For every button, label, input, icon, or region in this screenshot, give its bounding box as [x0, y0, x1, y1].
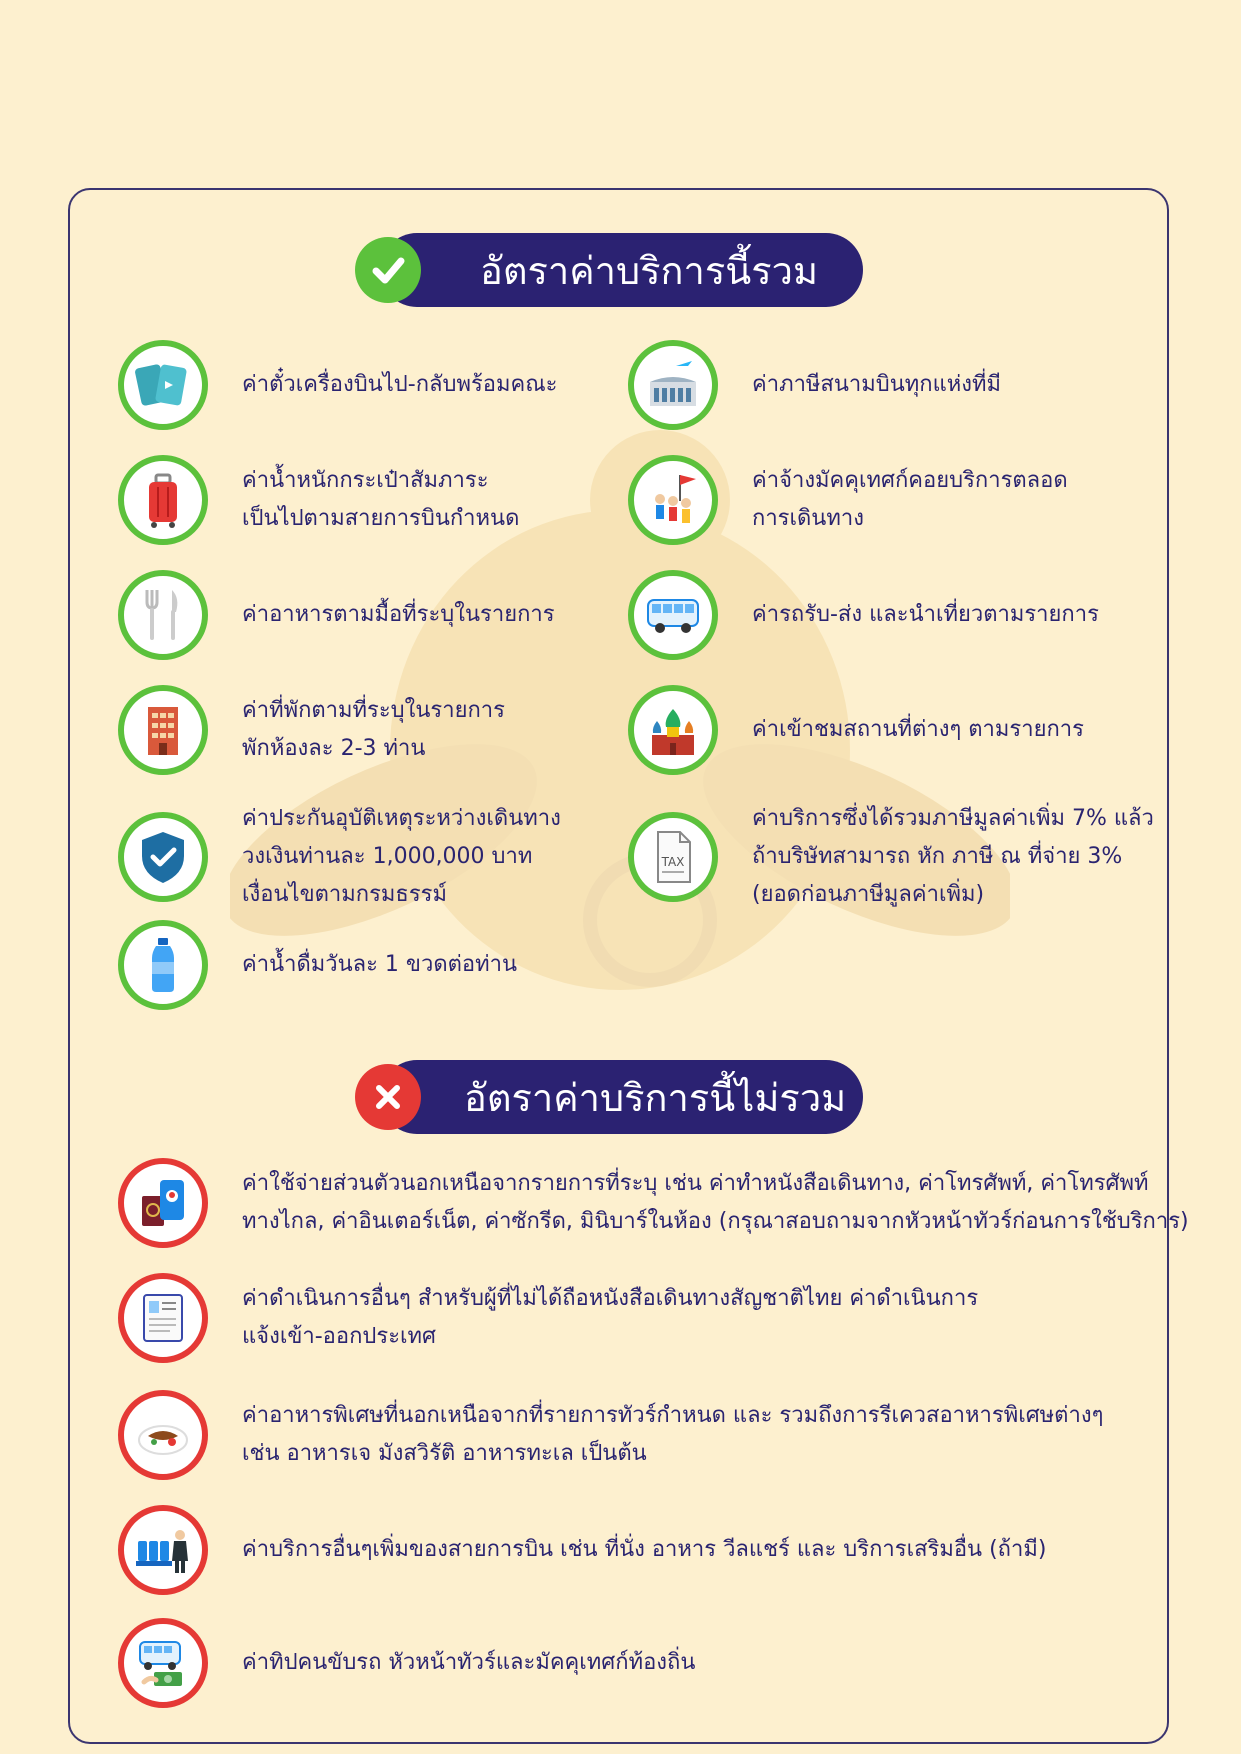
excluded-item-tips — [118, 1618, 695, 1708]
excluded-title: อัตราค่าบริการนี้ไม่รวม — [464, 1075, 847, 1120]
landmark-icon — [628, 685, 718, 775]
included-title: อัตราค่าบริการนี้รวม — [480, 248, 819, 293]
included-item-hotel — [118, 685, 505, 775]
excluded-item-text: ค่าทิปคนขับรถ หัวหน้าทัวร์และมัคคุเทศก์ท้องถิ่น — [242, 1650, 696, 1675]
passport-phone-icon — [118, 1158, 208, 1248]
included-item-text: ค่ารถรับ-ส่ง และนำเที่ยวตามรายการ — [752, 602, 1099, 627]
excluded-item-airline-extras — [118, 1505, 1046, 1595]
included-item-text: ค่าที่พักตามที่ระบุในรายการ พักห้องละ 2-3 ท่าน — [242, 698, 505, 761]
included-item-text: ค่าน้ำดื่มวันละ 1 ขวดต่อท่าน — [242, 952, 517, 977]
excluded-item-personal-expenses — [118, 1158, 1189, 1248]
utensils-icon — [118, 570, 208, 660]
included-item-meals — [118, 570, 555, 660]
included-item-text: ค่าบริการซึ่งได้รวมภาษีมูลค่าเพิ่ม 7% แล้ว ถ้าบริษัทสามารถ หัก ภาษี ณ ที่จ่าย 3% (ยอดก่อนภาษีมูลค่าเพิ่ม) — [752, 806, 1154, 907]
hotel-icon — [118, 685, 208, 775]
tour-guide-icon — [628, 455, 718, 545]
special-meal-icon — [118, 1390, 208, 1480]
included-item-airport-tax — [628, 340, 1001, 430]
included-item-admission — [628, 685, 1084, 775]
x-icon — [355, 1064, 421, 1130]
tax-document-icon — [628, 812, 718, 902]
included-item-text: ค่าตั๋วเครื่องบินไป-กลับพร้อมคณะ — [242, 372, 558, 397]
excluded-item-text: ค่าดำเนินการอื่นๆ สำหรับผู้ที่ไม่ได้ถือหนังสือเดินทางสัญชาติไทย ค่าดำเนินการ แจ้งเข้า-ออกประเทศ — [242, 1286, 979, 1349]
tip-bus-icon — [118, 1618, 208, 1708]
svg-text:TAX: TAX — [661, 855, 685, 869]
included-item-luggage — [118, 455, 519, 545]
included-item-insurance — [118, 800, 561, 914]
shield-icon — [118, 812, 208, 902]
included-item-water — [118, 920, 517, 1010]
ticket-icon — [118, 340, 208, 430]
included-item-text: ค่าภาษีสนามบินทุกแห่งที่มี — [752, 372, 1002, 397]
included-item-text: ค่าน้ำหนักกระเป๋าสัมภาระ เป็นไปตามสายการบินกำหนด — [242, 468, 520, 531]
excluded-item-text: ค่าอาหารพิเศษที่นอกเหนือจากที่รายการทัวร์กำหนด และ รวมถึงการรีเควสอาหารพิเศษต่างๆ เช่น อาหารเจ มังสวิรัติ อาหารทะเล เป็นต้น — [242, 1403, 1104, 1466]
bus-icon — [628, 570, 718, 660]
excluded-item-non-thai-passport — [118, 1273, 978, 1363]
included-item-transport — [628, 570, 1099, 660]
visa-document-icon — [118, 1273, 208, 1363]
excluded-item-text: ค่าบริการอื่นๆเพิ่มของสายการบิน เช่น ที่นั่ง อาหาร วีลแชร์ และ บริการเสริมอื่น (ถ้ามี) — [242, 1537, 1047, 1562]
included-item-text: ค่าอาหารตามมื้อที่ระบุในรายการ — [242, 602, 555, 627]
included-item-flight-ticket — [118, 340, 557, 430]
excluded-item-text: ค่าใช้จ่ายส่วนตัวนอกเหนือจากรายการที่ระบุ เช่น ค่าทำหนังสือเดินทาง, ค่าโทรศัพท์, ค่าโทรศัพท์ ทางไกล, ค่าอินเตอร์เน็ต, ค่าซักรีด, มินิบาร์ในห้อง (กรุณาสอบถามจากหัวหน้าทัวร์ก่อนการใช้บริการ) — [242, 1171, 1189, 1234]
luggage-icon — [118, 455, 208, 545]
check-icon — [355, 237, 421, 303]
included-item-text: ค่าจ้างมัคคุเทศก์คอยบริการตลอด การเดินทาง — [752, 468, 1068, 531]
airline-seat-icon — [118, 1505, 208, 1595]
airport-icon — [628, 340, 718, 430]
excluded-banner — [380, 1060, 863, 1134]
included-item-text: ค่าเข้าชมสถานที่ต่างๆ ตามรายการ — [752, 717, 1084, 742]
included-item-text: ค่าประกันอุบัติเหตุระหว่างเดินทาง วงเงินท่านละ 1,000,000 บาท เงื่อนไขตามกรมธรรม์ — [242, 806, 561, 907]
included-item-vat — [628, 800, 1154, 914]
excluded-item-special-meals — [118, 1390, 1103, 1480]
water-bottle-icon — [118, 920, 208, 1010]
included-item-tour-guide — [628, 455, 1068, 545]
included-banner — [380, 233, 863, 307]
